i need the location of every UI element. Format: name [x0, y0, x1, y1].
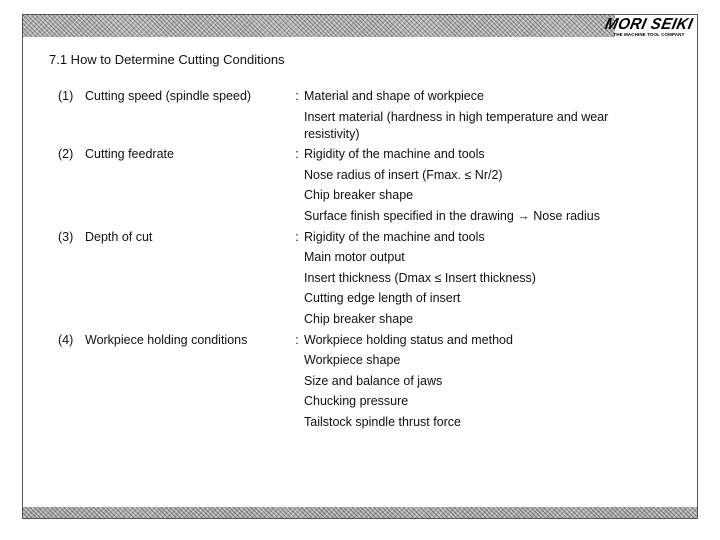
factor-item: Insert material (hardness in high temperature and wear resistivity) [304, 109, 609, 141]
factor-item: Chucking pressure [304, 394, 409, 409]
factor-item: Material and shape of workpiece [304, 89, 484, 103]
condition-label: Cutting feedrate [85, 147, 174, 162]
page-title: 7.1 How to Determine Cutting Conditions [49, 52, 285, 67]
factor-item: Size and balance of jaws [304, 373, 443, 388]
condition-separator: : [295, 229, 299, 244]
condition-depth-of-cut [58, 229, 668, 332]
condition-number: (1) [58, 89, 74, 103]
logo-tagline: THE MACHINE TOOL COMPANY [613, 32, 685, 37]
footer-pattern-band [23, 507, 697, 518]
condition-separator: : [295, 332, 299, 347]
condition-cutting-speed [58, 88, 668, 146]
factor-list [304, 332, 664, 435]
condition-separator: : [295, 147, 299, 162]
cutting-conditions-list [58, 88, 668, 435]
factor-item: Workpiece holding status and method [304, 332, 513, 347]
header-pattern-band [23, 15, 615, 37]
condition-separator: : [295, 89, 299, 103]
logo-brand: MORI SEIKI [603, 15, 695, 34]
factor-list [304, 88, 664, 146]
factor-item: Chip breaker shape [304, 188, 414, 203]
condition-number: (2) [58, 147, 74, 162]
factor-item: Tailstock spindle thrust force [304, 414, 462, 429]
factor-list [304, 229, 664, 332]
factor-list [304, 146, 664, 228]
factor-item: Nose radius of insert (Fmax. ≤ Nr/2) [304, 167, 503, 182]
factor-item: Main motor output [304, 250, 405, 265]
factor-item: Rigidity of the machine and tools [304, 147, 485, 162]
factor-item: Chip breaker shape [304, 311, 414, 326]
factor-item: Workpiece shape [304, 353, 401, 368]
factor-item: Rigidity of the machine and tools [304, 229, 485, 244]
condition-cutting-feedrate [58, 146, 668, 228]
condition-label: Depth of cut [85, 229, 153, 244]
mori-seiki-logo [603, 17, 695, 38]
condition-workpiece-holding [58, 332, 668, 435]
condition-label: Workpiece holding conditions [85, 332, 248, 347]
factor-item: Surface finish specified in the drawing → Nose radius [304, 208, 600, 223]
factor-item: Cutting edge length of insert [304, 291, 461, 306]
condition-number: (3) [58, 229, 74, 244]
condition-label: Cutting speed (spindle speed) [85, 89, 252, 103]
condition-number: (4) [58, 332, 74, 347]
factor-item: Insert thickness (Dmax ≤ Insert thickness) [304, 270, 536, 285]
